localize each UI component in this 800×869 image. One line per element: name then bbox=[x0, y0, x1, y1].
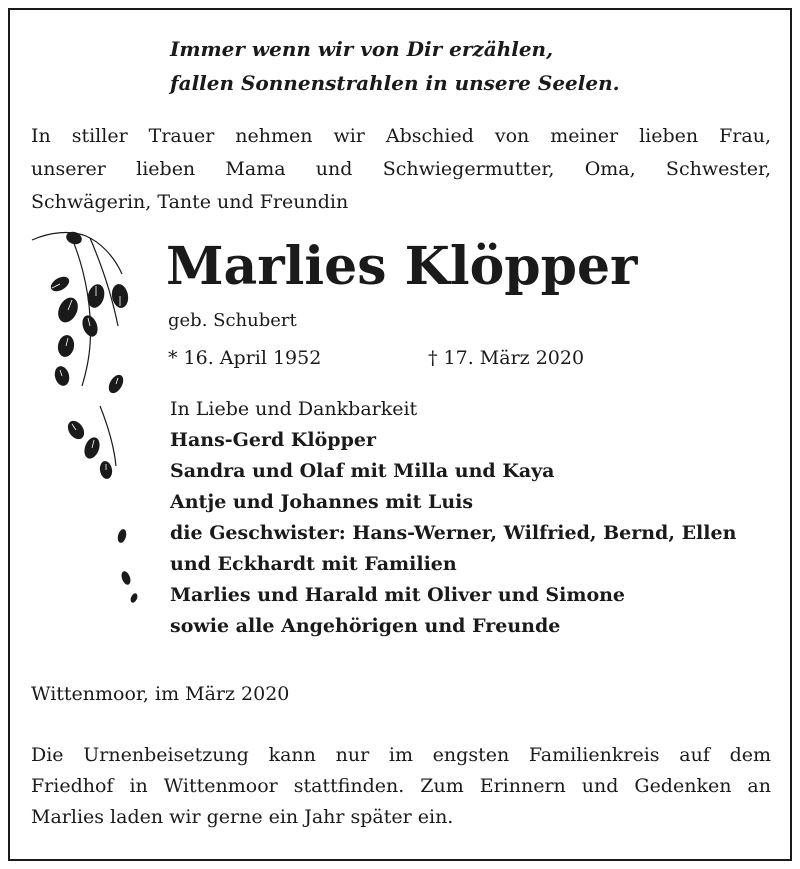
mourner-line: Hans-Gerd Klöpper bbox=[170, 429, 376, 451]
mourner-line: Antje und Johannes mit Luis bbox=[170, 491, 474, 513]
birth-name: geb. Schubert bbox=[168, 310, 297, 331]
intro-text bbox=[31, 120, 771, 219]
closing-line-1: Die Urnenbeisetzung kann nur im engsten Familienkreis auf dem bbox=[31, 744, 771, 766]
intro-line-1: In stiller Trauer nehmen wir Abschied von meiner lieben Frau, bbox=[31, 125, 771, 147]
deceased-name: Marlies Klöpper bbox=[166, 236, 638, 297]
intro-line-2: unserer lieben Mama und Schwiegermutter, Oma, Schwester, bbox=[31, 158, 771, 180]
mourner-line: Marlies und Harald mit Oliver und Simone bbox=[170, 584, 626, 606]
mourner-line: die Geschwister: Hans-Werner, Wilfried, Bernd, Ellen bbox=[170, 522, 737, 544]
birch-leaves-icon bbox=[30, 226, 150, 626]
mourner-line: und Eckhardt mit Familien bbox=[170, 553, 457, 575]
motto-line-1: Immer wenn wir von Dir erzählen, bbox=[170, 37, 554, 61]
place-date: Wittenmoor, im März 2020 bbox=[31, 683, 290, 705]
mourner-line: Sandra und Olaf mit Milla und Kaya bbox=[170, 460, 555, 482]
closing-line-3: Marlies laden wir gerne ein Jahr später ein. bbox=[31, 806, 454, 828]
closing-line-2: Friedhof in Wittenmoor stattfinden. Zum Erinnern und Gedenken an bbox=[31, 775, 771, 797]
motto-line-2: fallen Sonnenstrahlen in unsere Seelen. bbox=[170, 71, 620, 95]
intro-line-3: Schwägerin, Tante und Freundin bbox=[31, 191, 349, 213]
mourner-line: sowie alle Angehörigen und Freunde bbox=[170, 615, 561, 637]
death-date: † 17. März 2020 bbox=[428, 347, 585, 369]
birth-date: * 16. April 1952 bbox=[168, 347, 322, 369]
closing-text bbox=[31, 740, 771, 833]
motto bbox=[170, 32, 690, 100]
mourners-heading: In Liebe und Dankbarkeit bbox=[170, 398, 418, 420]
mourners-block bbox=[170, 394, 780, 642]
